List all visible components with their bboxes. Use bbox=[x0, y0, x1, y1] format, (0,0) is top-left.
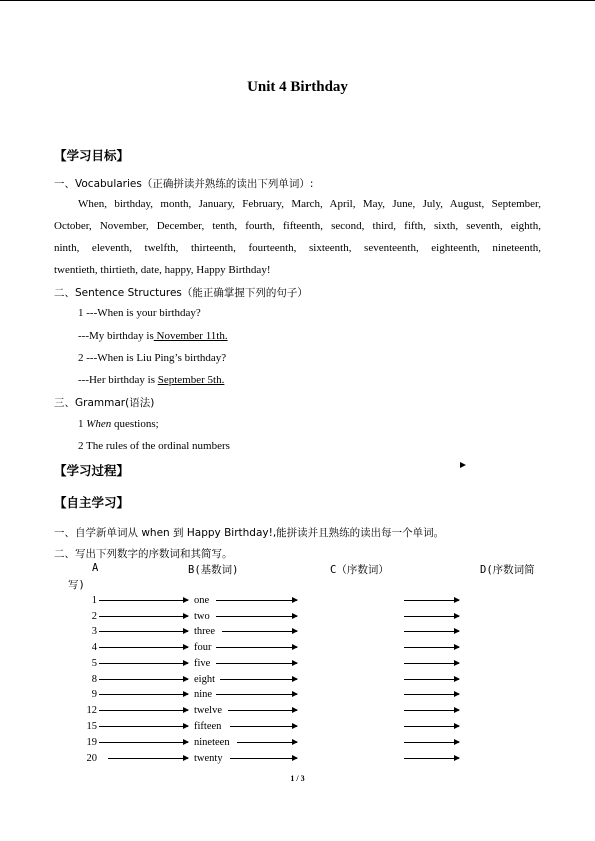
row-cardinal-word: five bbox=[194, 658, 211, 669]
row-cardinal-word: fifteen bbox=[194, 721, 222, 732]
vocab-line-4: twentieth, thirtieth, date, happy, Happy Birthday! bbox=[54, 264, 271, 276]
row-cardinal-word: four bbox=[194, 642, 212, 653]
arrow-icon bbox=[99, 694, 188, 695]
arrow-icon bbox=[404, 663, 459, 664]
vocab-heading-prefix: 一、Vocabularies bbox=[54, 178, 142, 190]
top-border bbox=[0, 0, 595, 1]
row-cardinal-word: three bbox=[194, 626, 215, 637]
section-self-study-heading: 【自主学习】 bbox=[54, 495, 130, 510]
arrow-icon bbox=[404, 726, 459, 727]
arrow-icon bbox=[99, 679, 188, 680]
sentence-heading-prefix: 二、Sentence Structures bbox=[54, 287, 182, 299]
sentence-q2: 2 ---When is Liu Ping’s birthday? bbox=[78, 352, 227, 364]
arrow-icon bbox=[404, 679, 459, 680]
table-row bbox=[0, 626, 595, 638]
row-cardinal-word: twelve bbox=[194, 705, 222, 716]
arrow-icon bbox=[404, 647, 459, 648]
table-row bbox=[0, 737, 595, 749]
arrow-icon bbox=[404, 742, 459, 743]
grammar-item-1-rest: questions; bbox=[111, 418, 159, 430]
table-row bbox=[0, 611, 595, 623]
grammar-item-1 bbox=[78, 418, 159, 430]
section-goals-heading: 【学习目标】 bbox=[54, 148, 130, 163]
row-number: 9 bbox=[91, 689, 97, 700]
arrow-icon bbox=[404, 758, 459, 759]
task-2: 二、写出下列数字的序数词和其简写。 bbox=[54, 548, 233, 560]
sentence-heading bbox=[54, 285, 308, 300]
vocab-line-1: When, birthday, month, January, February, March, April, May, June, July, August, September, bbox=[78, 198, 541, 210]
row-cardinal-word: one bbox=[194, 595, 210, 606]
sentence-a1-answer: November 11th. bbox=[153, 330, 228, 342]
row-number: 8 bbox=[91, 674, 97, 685]
row-number: 5 bbox=[91, 658, 97, 669]
arrow-icon bbox=[99, 726, 188, 727]
arrow-icon bbox=[228, 710, 297, 711]
grammar-heading-suffix: ) bbox=[150, 397, 155, 409]
cursor-arrow-icon bbox=[460, 462, 466, 468]
vocab-line-3: ninth, eleventh, twelfth, thirteenth, fourteenth, sixteenth, seventeenth, eighteenth, nineteenth, bbox=[54, 242, 541, 254]
arrow-icon bbox=[99, 742, 188, 743]
page-title: Unit 4 Birthday bbox=[247, 79, 348, 95]
arrow-icon bbox=[216, 694, 297, 695]
row-cardinal-word: two bbox=[194, 611, 210, 622]
row-number: 19 bbox=[86, 737, 97, 748]
table-row bbox=[0, 642, 595, 654]
table-row bbox=[0, 674, 595, 686]
row-number: 1 bbox=[91, 595, 97, 606]
sentence-a1 bbox=[78, 330, 228, 342]
sentence-heading-note: （能正确掌握下列的句子） bbox=[181, 287, 308, 299]
arrow-icon bbox=[99, 616, 188, 617]
arrow-icon bbox=[230, 726, 297, 727]
arrow-icon bbox=[99, 647, 188, 648]
vocab-line-2: October, November, December, tenth, fourth, fifteenth, second, third, fifth, sixth, seventh, eighth, bbox=[54, 220, 541, 232]
column-header-c: C（序数词） bbox=[330, 564, 389, 576]
grammar-item-1-num: 1 bbox=[78, 418, 87, 430]
arrow-icon bbox=[216, 600, 297, 601]
grammar-heading-prefix: 三、Grammar( bbox=[54, 397, 130, 409]
column-header-d-cont: 写) bbox=[68, 579, 85, 591]
arrow-icon bbox=[216, 663, 297, 664]
column-header-b: B(基数词) bbox=[188, 564, 239, 576]
table-row bbox=[0, 721, 595, 733]
arrow-icon bbox=[222, 631, 297, 632]
vocab-heading-note: （正确拼读并熟练的读出下列单词）: bbox=[141, 178, 314, 190]
arrow-icon bbox=[404, 631, 459, 632]
arrow-icon bbox=[230, 758, 297, 759]
row-number: 15 bbox=[86, 721, 97, 732]
page-number: 1 / 3 bbox=[290, 774, 305, 783]
arrow-icon bbox=[404, 616, 459, 617]
arrow-icon bbox=[99, 600, 188, 601]
row-cardinal-word: eight bbox=[194, 674, 215, 685]
arrow-icon bbox=[99, 710, 188, 711]
grammar-item-1-em: When bbox=[86, 418, 112, 430]
table-row bbox=[0, 658, 595, 670]
row-number: 4 bbox=[91, 642, 97, 653]
arrow-icon bbox=[99, 631, 188, 632]
row-number: 20 bbox=[86, 753, 97, 764]
sentence-a2-prefix: ---Her birthday is bbox=[78, 374, 158, 386]
row-cardinal-word: nineteen bbox=[194, 737, 230, 748]
row-cardinal-word: nine bbox=[194, 689, 213, 700]
arrow-icon bbox=[404, 710, 459, 711]
arrow-icon bbox=[99, 663, 188, 664]
arrow-icon bbox=[216, 647, 297, 648]
table-row bbox=[0, 689, 595, 701]
task-1: 一、自学新单词从 when 到 Happy Birthday!,能拼读并且熟练的读出每一个单词。 bbox=[54, 527, 445, 539]
sentence-a2-answer: September 5th. bbox=[157, 374, 225, 386]
row-number: 12 bbox=[86, 705, 97, 716]
row-number: 3 bbox=[91, 626, 97, 637]
row-cardinal-word: twenty bbox=[194, 753, 223, 764]
table-row bbox=[0, 753, 595, 765]
vocab-heading bbox=[54, 176, 313, 191]
table-row bbox=[0, 595, 595, 607]
arrow-icon bbox=[404, 600, 459, 601]
column-header-d: D(序数词简 bbox=[480, 564, 535, 576]
grammar-heading-cn: 语法 bbox=[129, 397, 151, 409]
table-row bbox=[0, 705, 595, 717]
arrow-icon bbox=[216, 616, 297, 617]
sentence-q1: 1 ---When is your birthday? bbox=[78, 307, 201, 319]
grammar-item-2: 2 The rules of the ordinal numbers bbox=[78, 440, 230, 452]
section-process-heading: 【学习过程】 bbox=[54, 463, 130, 478]
grammar-heading bbox=[54, 395, 154, 410]
arrow-icon bbox=[404, 694, 459, 695]
arrow-icon bbox=[108, 758, 188, 759]
arrow-icon bbox=[237, 742, 297, 743]
sentence-a1-prefix: ---My birthday is bbox=[78, 330, 154, 342]
column-header-a: A bbox=[92, 562, 99, 574]
sentence-a2 bbox=[78, 374, 224, 386]
arrow-icon bbox=[220, 679, 297, 680]
row-number: 2 bbox=[91, 611, 97, 622]
